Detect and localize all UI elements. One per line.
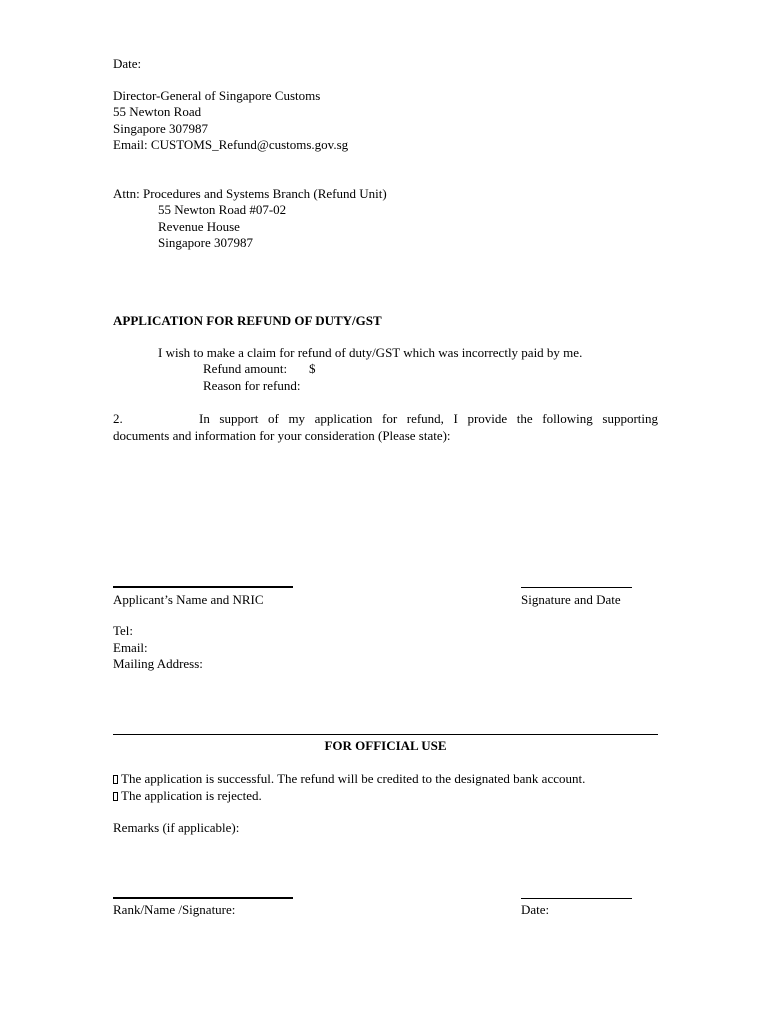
option-successful	[113, 771, 585, 787]
attn-line: Attn: Procedures and Systems Branch (Refund Unit)	[113, 186, 387, 201]
rank-name-signature-label: Rank/Name /Signature:	[113, 902, 236, 917]
para2-number: 2.	[113, 411, 123, 426]
para2-line1: In support of my application for refund, I provide the following supporting	[199, 411, 658, 426]
recipient-email: Email: CUSTOMS_Refund@customs.gov.sg	[113, 137, 349, 152]
checkbox-icon[interactable]	[113, 792, 118, 801]
checkbox-icon[interactable]	[113, 775, 118, 784]
attn-street: 55 Newton Road #07-02	[158, 202, 287, 217]
refund-amount-label: Refund amount:	[203, 361, 288, 376]
official-heading: FOR OFFICIAL USE	[324, 738, 447, 753]
currency-symbol: $	[309, 361, 316, 376]
date-label: Date:	[113, 56, 142, 71]
official-date-line	[521, 898, 632, 899]
option-successful-label: The application is successful. The refund will be credited to the designated bank account.	[121, 771, 586, 786]
option-rejected-label: The application is rejected.	[121, 788, 262, 803]
remarks-label: Remarks (if applicable):	[113, 820, 240, 835]
applicant-signature-line	[521, 587, 632, 588]
email-label: Email:	[113, 640, 148, 655]
option-rejected	[113, 788, 262, 804]
para2-line2: documents and information for your consideration (Please state):	[113, 428, 451, 443]
attn-building: Revenue House	[158, 219, 240, 234]
official-date-label: Date:	[521, 902, 550, 917]
rank-name-line	[113, 897, 293, 899]
refund-reason-label: Reason for refund:	[203, 378, 301, 393]
applicant-signature-label: Signature and Date	[521, 592, 621, 607]
official-divider	[113, 734, 658, 735]
mailing-address-label: Mailing Address:	[113, 656, 203, 671]
recipient-name: Director-General of Singapore Customs	[113, 88, 321, 103]
recipient-street: 55 Newton Road	[113, 104, 202, 119]
tel-label: Tel:	[113, 623, 134, 638]
claim-statement: I wish to make a claim for refund of duty/GST which was incorrectly paid by me.	[158, 345, 583, 360]
form-title: APPLICATION FOR REFUND OF DUTY/GST	[113, 313, 382, 328]
attn-postal: Singapore 307987	[158, 235, 253, 250]
recipient-postal: Singapore 307987	[113, 121, 208, 136]
applicant-name-label: Applicant’s Name and NRIC	[113, 592, 264, 607]
applicant-name-line	[113, 586, 293, 588]
